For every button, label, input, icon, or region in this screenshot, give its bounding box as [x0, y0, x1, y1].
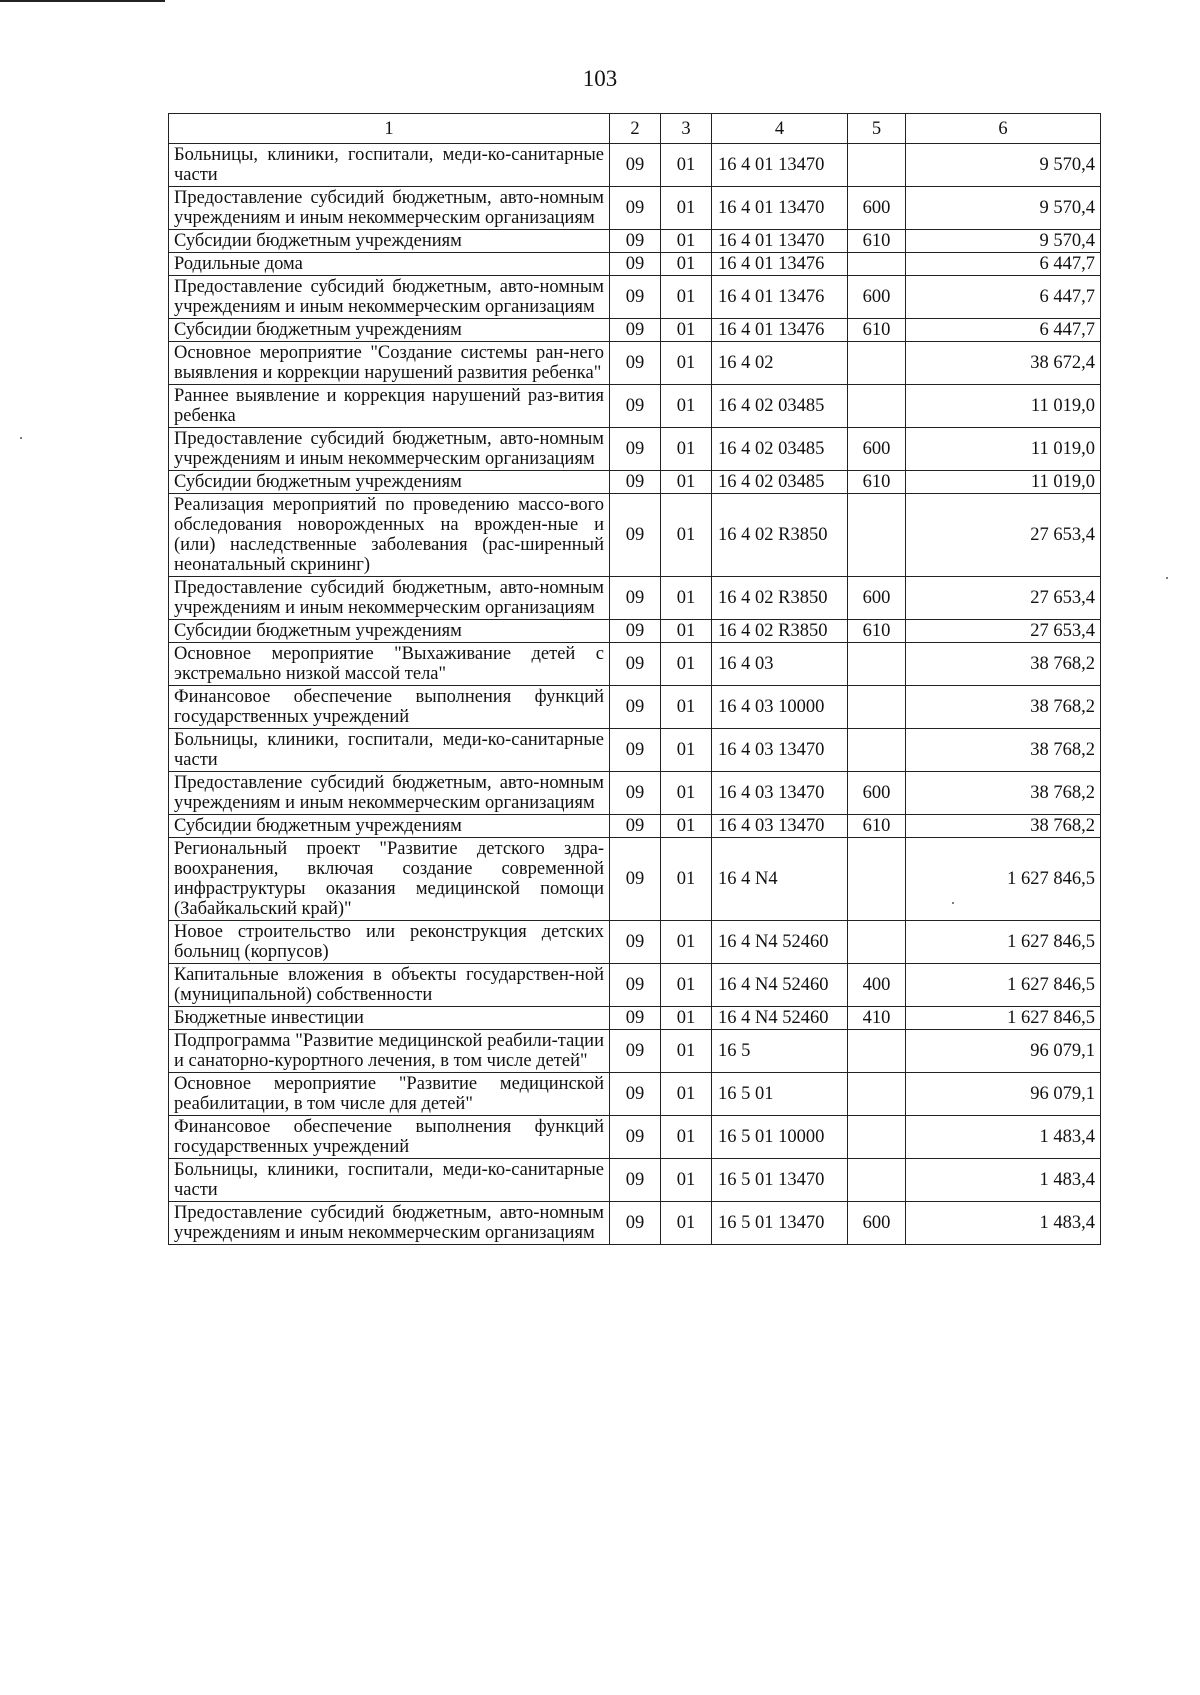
- row-amount: 38 768,2: [906, 686, 1101, 729]
- row-subsection: 01: [661, 686, 712, 729]
- row-name: Предоставление субсидий бюджетным, авто-номным учреждениям и иным некоммерческим организациям: [169, 577, 610, 620]
- table-row: [169, 838, 1101, 921]
- row-target-code: 16 4 N4 52460: [712, 964, 848, 1007]
- row-target-code: 16 4 01 13470: [712, 230, 848, 253]
- row-expense-type: [848, 729, 906, 772]
- row-section: 09: [610, 1116, 661, 1159]
- row-section: 09: [610, 428, 661, 471]
- row-name: Финансовое обеспечение выполнения функций государственных учреждений: [169, 686, 610, 729]
- row-expense-type: 610: [848, 319, 906, 342]
- row-section: 09: [610, 577, 661, 620]
- row-target-code: 16 4 01 13476: [712, 319, 848, 342]
- row-subsection: 01: [661, 253, 712, 276]
- row-expense-type: 600: [848, 276, 906, 319]
- row-name: Субсидии бюджетным учреждениям: [169, 815, 610, 838]
- row-expense-type: [848, 144, 906, 187]
- row-section: 09: [610, 144, 661, 187]
- row-expense-type: 600: [848, 1202, 906, 1245]
- row-target-code: 16 4 03 13470: [712, 772, 848, 815]
- row-subsection: 01: [661, 230, 712, 253]
- table-header-row: [169, 114, 1101, 144]
- row-subsection: 01: [661, 1202, 712, 1245]
- row-amount: 1 483,4: [906, 1159, 1101, 1202]
- table-row: [169, 686, 1101, 729]
- row-section: 09: [610, 729, 661, 772]
- row-section: 09: [610, 964, 661, 1007]
- row-name: Предоставление субсидий бюджетным, авто-номным учреждениям и иным некоммерческим организациям: [169, 772, 610, 815]
- page-number: 103: [582, 66, 618, 91]
- row-name: Предоставление субсидий бюджетным, авто-номным учреждениям и иным некоммерческим организациям: [169, 1202, 610, 1245]
- row-target-code: 16 5 01 13470: [712, 1159, 848, 1202]
- table-row: [169, 319, 1101, 342]
- row-section: 09: [610, 838, 661, 921]
- table-row: [169, 144, 1101, 187]
- row-subsection: 01: [661, 577, 712, 620]
- row-target-code: 16 5: [712, 1030, 848, 1073]
- row-target-code: 16 4 01 13470: [712, 144, 848, 187]
- table-row: [169, 643, 1101, 686]
- table-row: [169, 1007, 1101, 1030]
- row-subsection: 01: [661, 620, 712, 643]
- row-amount: 27 653,4: [906, 494, 1101, 577]
- row-target-code: 16 4 02 R3850: [712, 620, 848, 643]
- row-amount: 1 483,4: [906, 1116, 1101, 1159]
- table-row: [169, 577, 1101, 620]
- row-expense-type: [848, 838, 906, 921]
- row-expense-type: [848, 494, 906, 577]
- table-row: [169, 428, 1101, 471]
- row-name: Капитальные вложения в объекты государствен-ной (муниципальной) собственности: [169, 964, 610, 1007]
- row-amount: 1 483,4: [906, 1202, 1101, 1245]
- row-amount: 1 627 846,5: [906, 1007, 1101, 1030]
- row-target-code: 16 5 01 13470: [712, 1202, 848, 1245]
- row-name: Основное мероприятие "Развитие медицинской реабилитации, в том числе для детей": [169, 1073, 610, 1116]
- row-name: Больницы, клиники, госпитали, меди-ко-санитарные части: [169, 729, 610, 772]
- row-name: Региональный проект "Развитие детского здра-воохранения, включая создание современной инфраструктуры оказания медицинской помощи (Забайкальский край)": [169, 838, 610, 921]
- row-section: 09: [610, 494, 661, 577]
- budget-table: [168, 113, 1101, 1245]
- row-expense-type: 610: [848, 471, 906, 494]
- row-name: Родильные дома: [169, 253, 610, 276]
- table-row: [169, 964, 1101, 1007]
- row-section: 09: [610, 686, 661, 729]
- header-col-5: 5: [848, 114, 906, 144]
- row-amount: 38 768,2: [906, 815, 1101, 838]
- scan-speck: [20, 437, 22, 439]
- row-subsection: 01: [661, 643, 712, 686]
- row-name: Бюджетные инвестиции: [169, 1007, 610, 1030]
- top-corner-rule: [0, 0, 165, 2]
- row-amount: 6 447,7: [906, 253, 1101, 276]
- row-amount: 11 019,0: [906, 428, 1101, 471]
- table-row: [169, 772, 1101, 815]
- row-amount: 1 627 846,5: [906, 921, 1101, 964]
- row-section: 09: [610, 1202, 661, 1245]
- header-col-3: 3: [661, 114, 712, 144]
- table-row: [169, 471, 1101, 494]
- row-amount: 96 079,1: [906, 1073, 1101, 1116]
- row-amount: 9 570,4: [906, 230, 1101, 253]
- row-subsection: 01: [661, 276, 712, 319]
- row-subsection: 01: [661, 772, 712, 815]
- row-target-code: 16 4 01 13476: [712, 253, 848, 276]
- row-target-code: 16 4 N4 52460: [712, 921, 848, 964]
- row-expense-type: [848, 921, 906, 964]
- row-section: 09: [610, 276, 661, 319]
- row-amount: 38 768,2: [906, 772, 1101, 815]
- row-expense-type: [848, 1030, 906, 1073]
- row-subsection: 01: [661, 319, 712, 342]
- row-target-code: 16 4 02 R3850: [712, 577, 848, 620]
- row-name: Предоставление субсидий бюджетным, авто-номным учреждениям и иным некоммерческим организациям: [169, 276, 610, 319]
- row-target-code: 16 4 03 13470: [712, 729, 848, 772]
- row-subsection: 01: [661, 1159, 712, 1202]
- row-section: 09: [610, 385, 661, 428]
- row-subsection: 01: [661, 729, 712, 772]
- row-target-code: 16 4 03: [712, 643, 848, 686]
- table-row: [169, 1116, 1101, 1159]
- header-col-2: 2: [610, 114, 661, 144]
- row-section: 09: [610, 921, 661, 964]
- row-section: 09: [610, 471, 661, 494]
- row-target-code: 16 4 01 13476: [712, 276, 848, 319]
- row-subsection: 01: [661, 342, 712, 385]
- row-name: Предоставление субсидий бюджетным, авто-номным учреждениям и иным некоммерческим организациям: [169, 428, 610, 471]
- table-row: [169, 187, 1101, 230]
- row-expense-type: [848, 1116, 906, 1159]
- scan-speck: [1166, 577, 1168, 579]
- row-section: 09: [610, 1073, 661, 1116]
- row-target-code: 16 4 N4 52460: [712, 1007, 848, 1030]
- row-amount: 38 768,2: [906, 643, 1101, 686]
- row-expense-type: 400: [848, 964, 906, 1007]
- row-subsection: 01: [661, 494, 712, 577]
- row-target-code: 16 4 02 03485: [712, 428, 848, 471]
- row-amount: 11 019,0: [906, 471, 1101, 494]
- row-subsection: 01: [661, 471, 712, 494]
- row-expense-type: 600: [848, 428, 906, 471]
- row-target-code: 16 4 02: [712, 342, 848, 385]
- table-row: [169, 342, 1101, 385]
- row-expense-type: 600: [848, 772, 906, 815]
- row-name: Субсидии бюджетным учреждениям: [169, 620, 610, 643]
- row-expense-type: 600: [848, 577, 906, 620]
- row-target-code: 16 5 01: [712, 1073, 848, 1116]
- row-target-code: 16 4 N4: [712, 838, 848, 921]
- table-row: [169, 1159, 1101, 1202]
- row-expense-type: 610: [848, 815, 906, 838]
- table-row: [169, 276, 1101, 319]
- row-amount: 11 019,0: [906, 385, 1101, 428]
- row-name: Субсидии бюджетным учреждениям: [169, 471, 610, 494]
- row-name: Реализация мероприятий по проведению массо-вого обследования новорожденных на врожден-ные и (или) наследственные заболевания (рас-ширенный неонатальный скрининг): [169, 494, 610, 577]
- header-col-4: 4: [712, 114, 848, 144]
- table-row: [169, 620, 1101, 643]
- row-target-code: 16 5 01 10000: [712, 1116, 848, 1159]
- row-target-code: 16 4 03 10000: [712, 686, 848, 729]
- table-row: [169, 1202, 1101, 1245]
- row-expense-type: 410: [848, 1007, 906, 1030]
- row-section: 09: [610, 772, 661, 815]
- row-amount: 9 570,4: [906, 144, 1101, 187]
- row-expense-type: [848, 1073, 906, 1116]
- row-amount: 1 627 846,5: [906, 964, 1101, 1007]
- row-section: 09: [610, 187, 661, 230]
- row-expense-type: [848, 385, 906, 428]
- row-name: Раннее выявление и коррекция нарушений раз-вития ребенка: [169, 385, 610, 428]
- row-name: Подпрограмма "Развитие медицинской реабили-тации и санаторно-курортного лечения, в том числе детей": [169, 1030, 610, 1073]
- table-body: [169, 114, 1101, 1245]
- row-name: Субсидии бюджетным учреждениям: [169, 319, 610, 342]
- row-subsection: 01: [661, 385, 712, 428]
- row-expense-type: [848, 1159, 906, 1202]
- table-row: [169, 1073, 1101, 1116]
- row-name: Субсидии бюджетным учреждениям: [169, 230, 610, 253]
- row-subsection: 01: [661, 187, 712, 230]
- row-name: Предоставление субсидий бюджетным, авто-номным учреждениям и иным некоммерческим организациям: [169, 187, 610, 230]
- row-section: 09: [610, 319, 661, 342]
- row-section: 09: [610, 815, 661, 838]
- table-row: [169, 815, 1101, 838]
- row-target-code: 16 4 01 13470: [712, 187, 848, 230]
- row-expense-type: [848, 686, 906, 729]
- row-section: 09: [610, 643, 661, 686]
- row-subsection: 01: [661, 921, 712, 964]
- row-amount: 27 653,4: [906, 577, 1101, 620]
- row-section: 09: [610, 253, 661, 276]
- table-row: [169, 230, 1101, 253]
- row-expense-type: 610: [848, 620, 906, 643]
- row-amount: 38 768,2: [906, 729, 1101, 772]
- row-subsection: 01: [661, 838, 712, 921]
- row-subsection: 01: [661, 1007, 712, 1030]
- row-target-code: 16 4 02 03485: [712, 471, 848, 494]
- row-amount: 9 570,4: [906, 187, 1101, 230]
- row-amount: 27 653,4: [906, 620, 1101, 643]
- row-section: 09: [610, 620, 661, 643]
- table-row: [169, 921, 1101, 964]
- table-row: [169, 385, 1101, 428]
- row-amount: 6 447,7: [906, 319, 1101, 342]
- row-amount: 6 447,7: [906, 276, 1101, 319]
- row-expense-type: 600: [848, 187, 906, 230]
- row-section: 09: [610, 342, 661, 385]
- row-amount: 38 672,4: [906, 342, 1101, 385]
- row-section: 09: [610, 1159, 661, 1202]
- table-row: [169, 729, 1101, 772]
- row-expense-type: 610: [848, 230, 906, 253]
- row-section: 09: [610, 1030, 661, 1073]
- row-subsection: 01: [661, 1073, 712, 1116]
- row-expense-type: [848, 253, 906, 276]
- row-section: 09: [610, 1007, 661, 1030]
- row-target-code: 16 4 02 03485: [712, 385, 848, 428]
- row-subsection: 01: [661, 144, 712, 187]
- row-target-code: 16 4 03 13470: [712, 815, 848, 838]
- row-subsection: 01: [661, 964, 712, 1007]
- row-name: Основное мероприятие "Создание системы ран-него выявления и коррекции нарушений развития ребенка": [169, 342, 610, 385]
- row-amount: 96 079,1: [906, 1030, 1101, 1073]
- row-name: Больницы, клиники, госпитали, меди-ко-санитарные части: [169, 144, 610, 187]
- row-name: Основное мероприятие "Выхаживание детей с экстремально низкой массой тела": [169, 643, 610, 686]
- row-expense-type: [848, 643, 906, 686]
- scan-speck: [952, 902, 954, 904]
- row-subsection: 01: [661, 815, 712, 838]
- header-col-1: 1: [169, 114, 610, 144]
- table-row: [169, 494, 1101, 577]
- row-target-code: 16 4 02 R3850: [712, 494, 848, 577]
- row-amount: 1 627 846,5: [906, 838, 1101, 921]
- row-name: Финансовое обеспечение выполнения функций государственных учреждений: [169, 1116, 610, 1159]
- row-expense-type: [848, 342, 906, 385]
- table-row: [169, 1030, 1101, 1073]
- row-subsection: 01: [661, 1030, 712, 1073]
- row-name: Новое строительство или реконструкция детских больниц (корпусов): [169, 921, 610, 964]
- row-subsection: 01: [661, 1116, 712, 1159]
- header-col-6: 6: [906, 114, 1101, 144]
- table-row: [169, 253, 1101, 276]
- row-name: Больницы, клиники, госпитали, меди-ко-санитарные части: [169, 1159, 610, 1202]
- row-section: 09: [610, 230, 661, 253]
- row-subsection: 01: [661, 428, 712, 471]
